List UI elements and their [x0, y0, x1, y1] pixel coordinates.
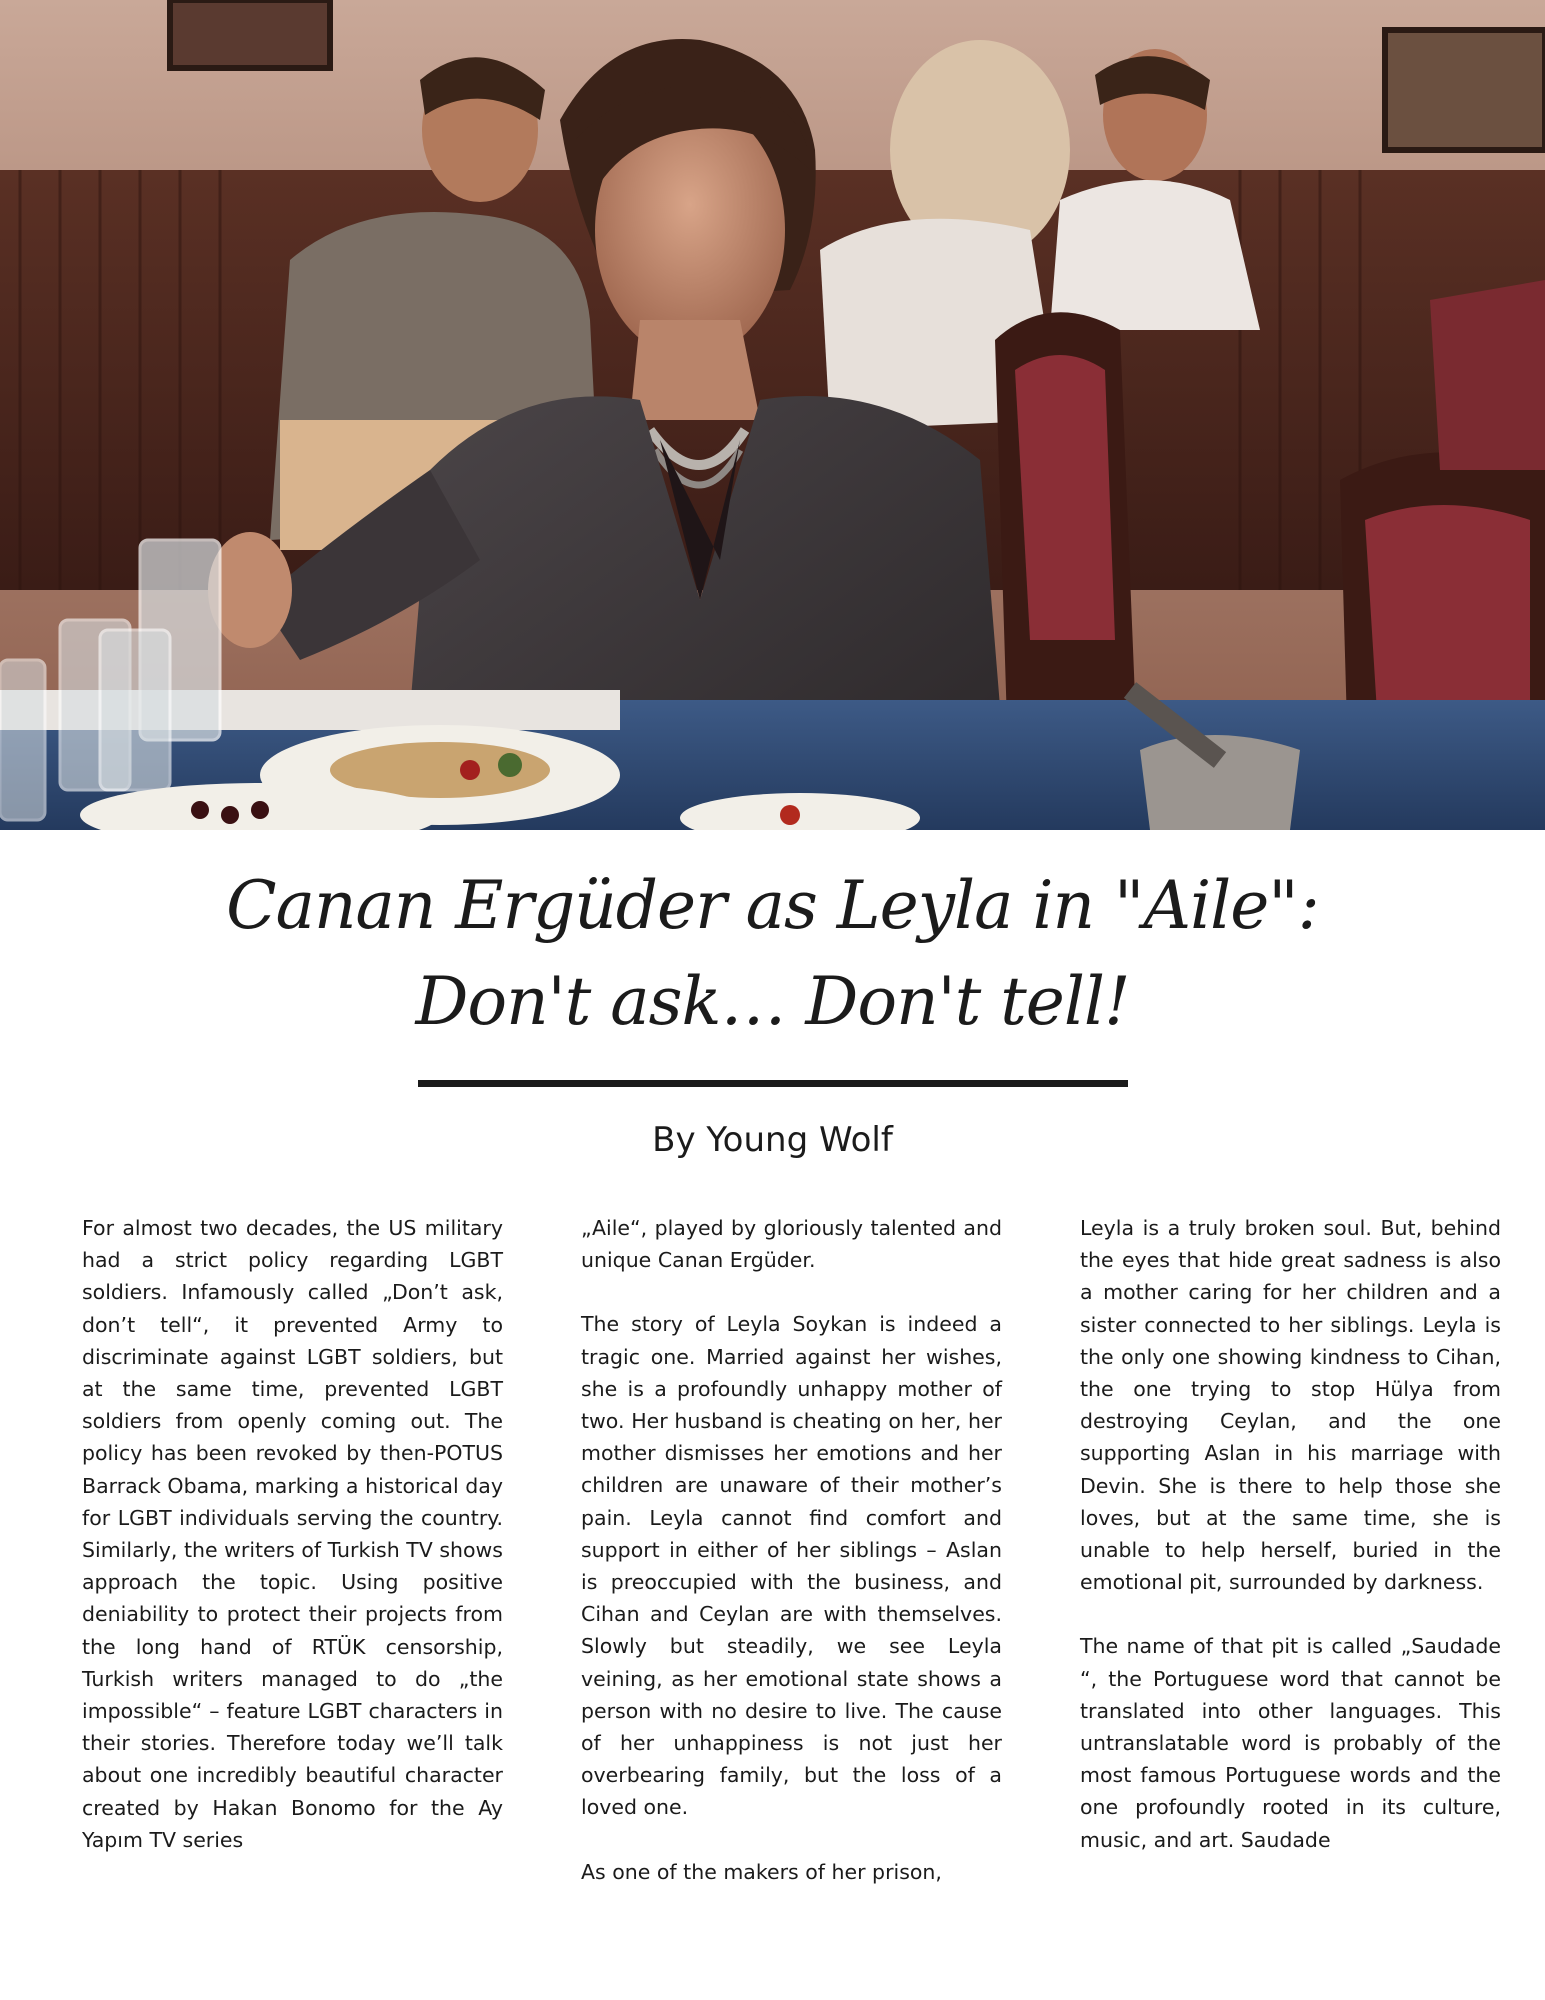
column-3-paragraph-2: The name of that pit is called „Saudade “, the Portuguese word that cannot be translated into other languages. This untranslatable word is probably of the most famous Portuguese words and the one profoundly rooted in its culture, music, and art. Saudade: [1080, 1634, 1501, 1852]
hero-photo: [0, 0, 1545, 830]
article-title: [0, 858, 1545, 1050]
column-2-paragraph-1: „Aile“, played by gloriously talented and unique Canan Ergüder.: [581, 1216, 1002, 1273]
column-1-paragraph-1: For almost two decades, the US military had a strict policy regarding LGBT soldiers. Infamously called „Don’t ask, don’t tell“, it prevented Army to discriminate against LGBT soldiers, but at the same time, prevented LGBT soldiers from openly coming out. The policy has been revoked by then-POTUS Barrack Obama, marking a historical day for LGBT individuals serving the country. Similarly, the writers of Turkish TV shows approach the topic. Using positive deniability to protect their projects from the long hand of RTÜK censorship, Turkish writers managed to do „the impossible“ – feature LGBT characters in their stories. Therefore today we’ll talk about one incredibly beautiful character created by Hakan Bonomo for the Ay Yapım TV series: [82, 1216, 503, 1852]
column-2-paragraph-2: The story of Leyla Soykan is indeed a tragic one. Married against her wishes, she is a profoundly unhappy mother of two. Her husband is cheating on her, her mother dismisses her emotions and her children are unaware of their mother’s pain. Leyla cannot find comfort and support in either of her siblings – Aslan is preoccupied with the business, and Cihan and Ceylan are with themselves. Slowly but steadily, we see Leyla veining, as her emotional state shows a person with no desire to live. The cause of her unhappiness is not just her overbearing family, but the loss of a loved one.: [581, 1312, 1002, 1820]
column-3-paragraph-1: Leyla is a truly broken soul. But, behind the eyes that hide great sadness is also a mother caring for her children and a sister connected to her siblings. Leyla is the only one showing kindness to Cihan, the one trying to stop Hülya from destroying Ceylan, and the one supporting Aslan in his marriage with Devin. She is there to help those she loves, but at the same time, she is unable to help herself, buried in the emotional pit, surrounded by darkness.: [1080, 1216, 1501, 1595]
article-column-3: [1080, 1212, 1501, 1888]
column-2-paragraph-3: As one of the makers of her prison,: [581, 1859, 942, 1884]
article-column-1: [82, 1212, 503, 1888]
article-title-line-2: Don't ask… Don't tell!: [415, 963, 1130, 1040]
article-column-2: [581, 1212, 1002, 1920]
restaurant-scene-illustration: [0, 0, 1545, 830]
title-divider: [418, 1080, 1128, 1087]
byline: By Young Wolf: [652, 1120, 893, 1160]
article-title-line-1: Canan Ergüder as Leyla in "Aile":: [226, 867, 1319, 944]
